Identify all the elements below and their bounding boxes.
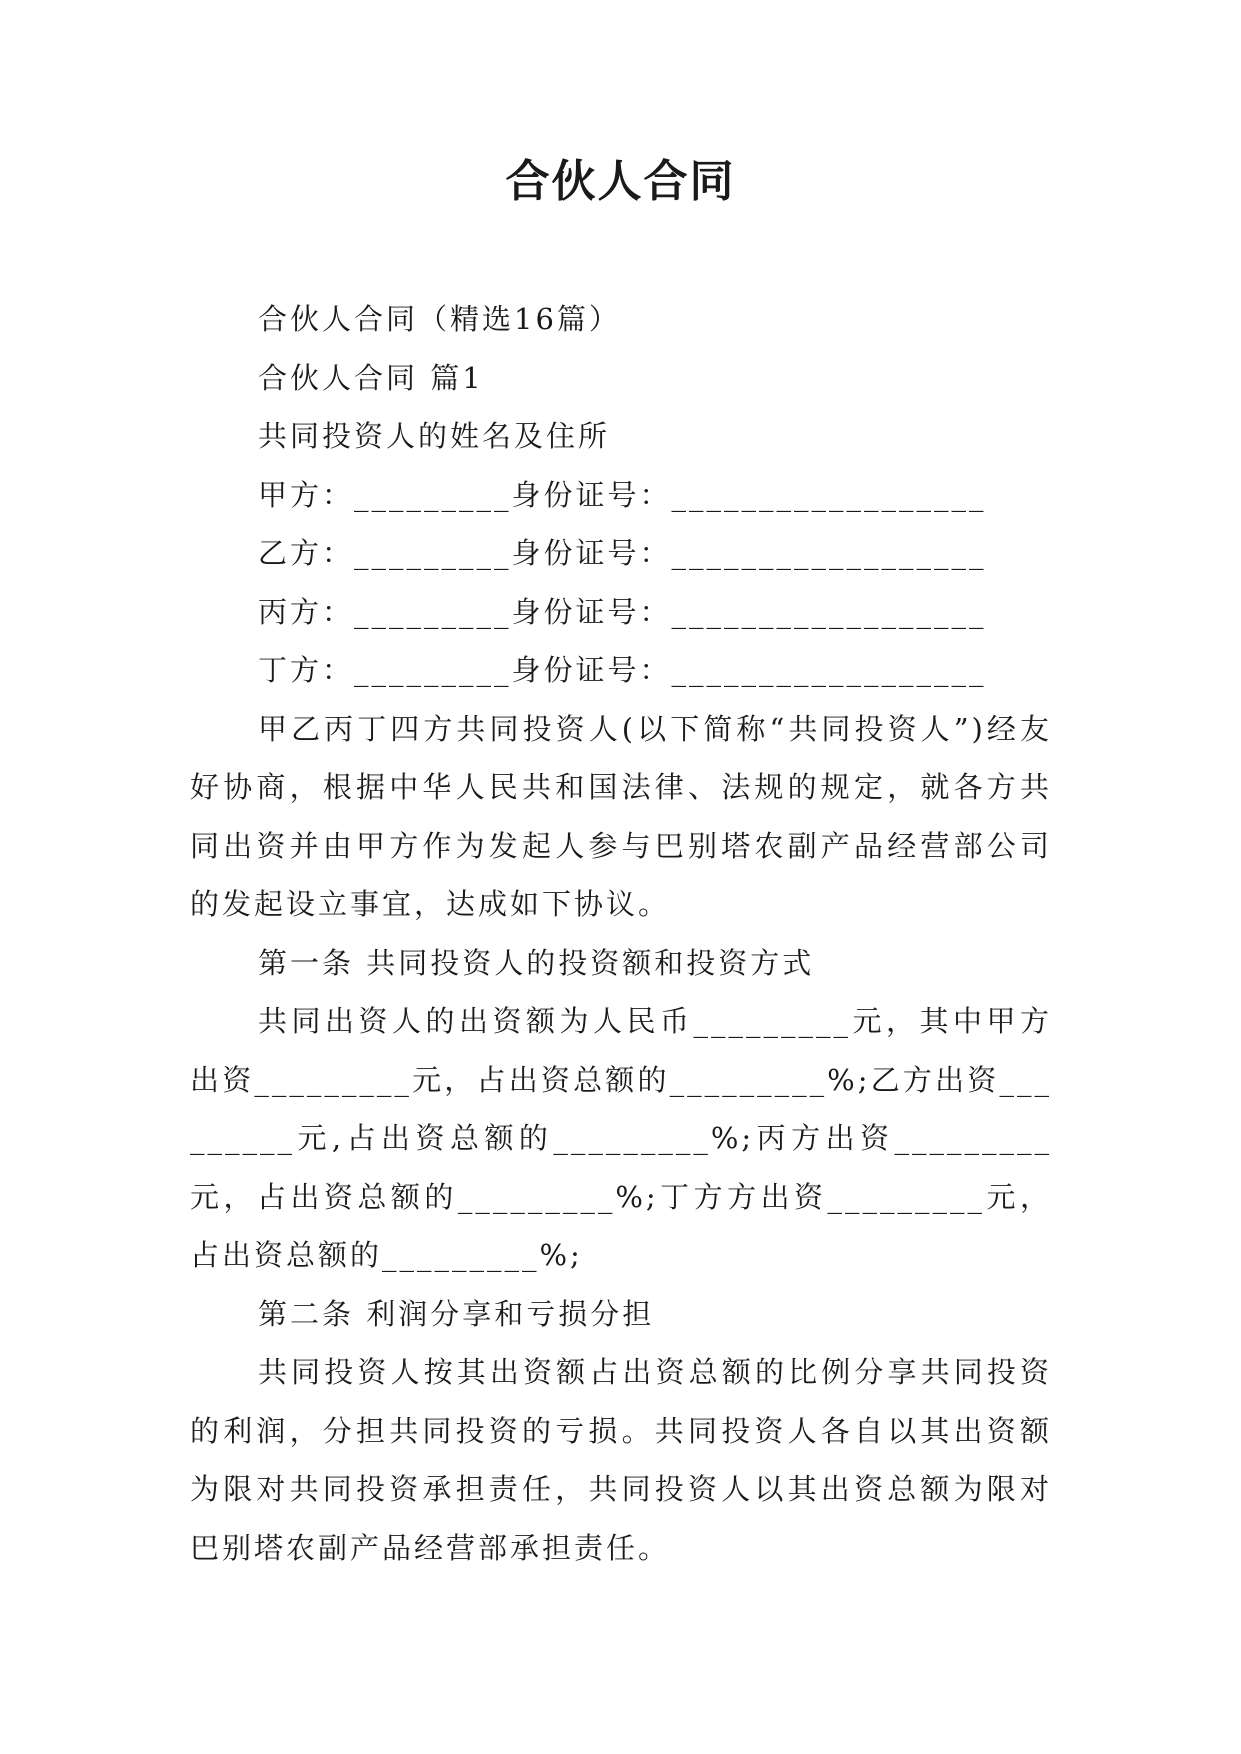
document-body: [190, 290, 1052, 1577]
paragraph-party-c: 丙方：_________身份证号：__________________: [258, 594, 987, 629]
paragraph-article-2-heading: 第二条 利润分享和亏损分担: [258, 1296, 655, 1331]
paragraph-article-2-body: 共同投资人按其出资额占出资总额的比例分享共同投资的利润，分担共同投资的亏损。共同投资人各自以其出资额为限对共同投资承担责任，共同投资人以其出资总额为限对巴别塔农副产品经营部承担责任。: [190, 1355, 1052, 1565]
paragraph-preamble: 甲乙丙丁四方共同投资人(以下简称“共同投资人”)经友好协商，根据中华人民共和国法律、法规的规定，就各方共同出资并由甲方作为发起人参与巴别塔农副产品经营部公司的发起设立事宜，达成如下协议。: [190, 711, 1052, 921]
paragraph-party-a: 甲方：_________身份证号：__________________: [258, 477, 987, 512]
paragraph-party-d: 丁方：_________身份证号：__________________: [258, 653, 987, 687]
document-title: 合伙人合同: [505, 156, 736, 207]
paragraph-party-b: 乙方：_________身份证号：__________________: [258, 536, 987, 570]
paragraph-article-1-heading: 第一条 共同投资人的投资额和投资方式: [258, 945, 815, 980]
paragraph-investors-heading: 共同投资人的姓名及住所: [258, 419, 611, 453]
paragraph-subtitle: 合伙人合同（精选16篇）: [258, 302, 621, 336]
paragraph-section-heading: 合伙人合同 篇1: [258, 360, 484, 395]
paragraph-article-1-body: 共同出资人的出资额为人民币_________元，其中甲方出资_________元，占出资总额的_________%;乙方出资_________元,占出资总额的_________%;丙方出资_________元，占出资总额的_________%;丁方方出资_________元，占出资总额的_________%;: [190, 1004, 1052, 1272]
